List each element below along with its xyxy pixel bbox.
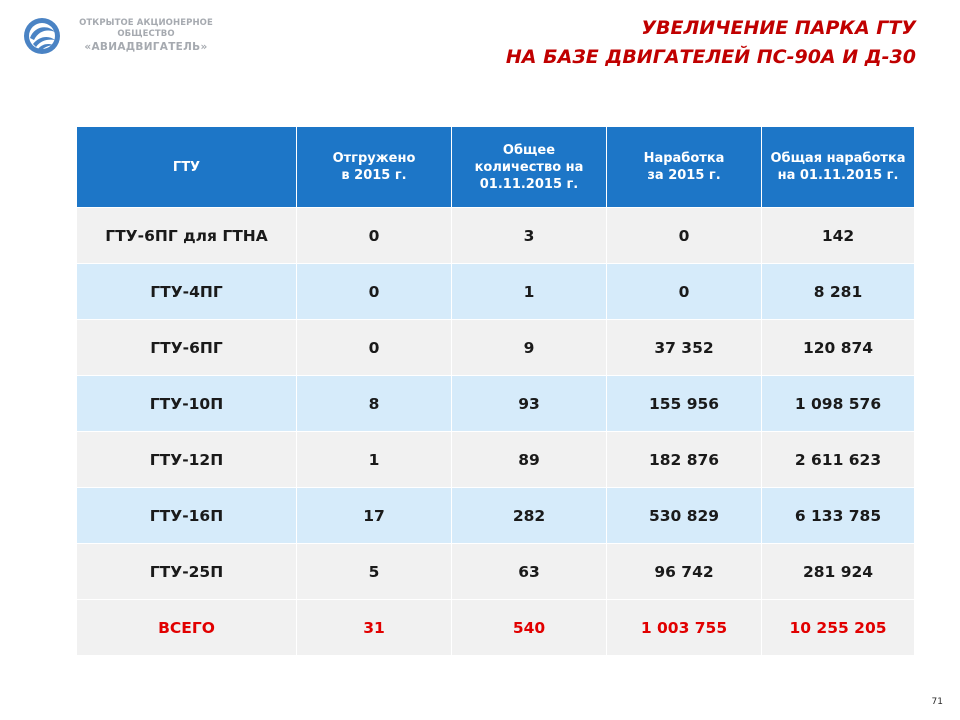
table-cell: 89 xyxy=(452,432,607,488)
table-cell: 1 xyxy=(452,264,607,320)
table-total-row xyxy=(77,600,915,656)
total-cell: 31 xyxy=(297,600,452,656)
gtu-fleet-table-wrapper xyxy=(76,126,914,656)
company-name xyxy=(66,18,226,54)
table-row xyxy=(77,544,915,600)
table-cell: 6 133 785 xyxy=(762,488,915,544)
table-cell: 93 xyxy=(452,376,607,432)
gtu-model-cell: ГТУ-6ПГ для ГТНА xyxy=(77,208,297,264)
table-row xyxy=(77,264,915,320)
table-row xyxy=(77,488,915,544)
table-cell: 8 xyxy=(297,376,452,432)
table-cell: 96 742 xyxy=(607,544,762,600)
company-name-line2: ОБЩЕСТВО xyxy=(117,29,175,39)
company-name-line3: «АВИАДВИГАТЕЛЬ» xyxy=(84,41,208,53)
gtu-model-cell: ГТУ-16П xyxy=(77,488,297,544)
table-cell: 0 xyxy=(607,208,762,264)
gtu-model-cell: ГТУ-25П xyxy=(77,544,297,600)
company-name-line1: ОТКРЫТОЕ АКЦИОНЕРНОЕ xyxy=(79,18,213,28)
table-cell: 0 xyxy=(297,320,452,376)
table-cell: 0 xyxy=(297,264,452,320)
table-cell: 142 xyxy=(762,208,915,264)
total-cell: 1 003 755 xyxy=(607,600,762,656)
table-cell: 182 876 xyxy=(607,432,762,488)
table-header-row xyxy=(77,127,915,208)
total-cell: 10 255 205 xyxy=(762,600,915,656)
gtu-model-cell: ГТУ-4ПГ xyxy=(77,264,297,320)
total-label-cell: ВСЕГО xyxy=(77,600,297,656)
slide-title xyxy=(506,14,916,72)
table-cell: 3 xyxy=(452,208,607,264)
table-cell: 120 874 xyxy=(762,320,915,376)
table-cell: 9 xyxy=(452,320,607,376)
table-cell: 282 xyxy=(452,488,607,544)
column-header-total-count: Общее количество на 01.11.2015 г. xyxy=(452,127,607,208)
gtu-fleet-table xyxy=(76,126,915,656)
page-number: 71 xyxy=(931,697,943,707)
table-row xyxy=(77,320,915,376)
column-header-shipped-2015: Отгружено в 2015 г. xyxy=(297,127,452,208)
table-cell: 5 xyxy=(297,544,452,600)
table-cell: 0 xyxy=(607,264,762,320)
slide-title-line2: НА БАЗЕ ДВИГАТЕЛЕЙ ПС-90А И Д-30 xyxy=(505,46,916,68)
gtu-model-cell: ГТУ-6ПГ xyxy=(77,320,297,376)
table-cell: 0 xyxy=(297,208,452,264)
table-cell: 281 924 xyxy=(762,544,915,600)
table-body xyxy=(77,208,915,656)
table-cell: 63 xyxy=(452,544,607,600)
table-cell: 530 829 xyxy=(607,488,762,544)
table-cell: 8 281 xyxy=(762,264,915,320)
table-cell: 37 352 xyxy=(607,320,762,376)
total-cell: 540 xyxy=(452,600,607,656)
table-cell: 155 956 xyxy=(607,376,762,432)
gtu-model-cell: ГТУ-10П xyxy=(77,376,297,432)
table-cell: 17 xyxy=(297,488,452,544)
table-cell: 1 xyxy=(297,432,452,488)
column-header-gtu: ГТУ xyxy=(77,127,297,208)
column-header-hours-2015: Наработка за 2015 г. xyxy=(607,127,762,208)
company-logo xyxy=(22,16,232,64)
table-cell: 2 611 623 xyxy=(762,432,915,488)
table-cell: 1 098 576 xyxy=(762,376,915,432)
column-header-total-hours: Общая наработка на 01.11.2015 г. xyxy=(762,127,915,208)
aviadvigatel-logo-icon xyxy=(22,16,62,56)
table-row xyxy=(77,432,915,488)
table-row xyxy=(77,208,915,264)
table-row xyxy=(77,376,915,432)
gtu-model-cell: ГТУ-12П xyxy=(77,432,297,488)
slide-title-line1: УВЕЛИЧЕНИЕ ПАРКА ГТУ xyxy=(641,17,916,39)
